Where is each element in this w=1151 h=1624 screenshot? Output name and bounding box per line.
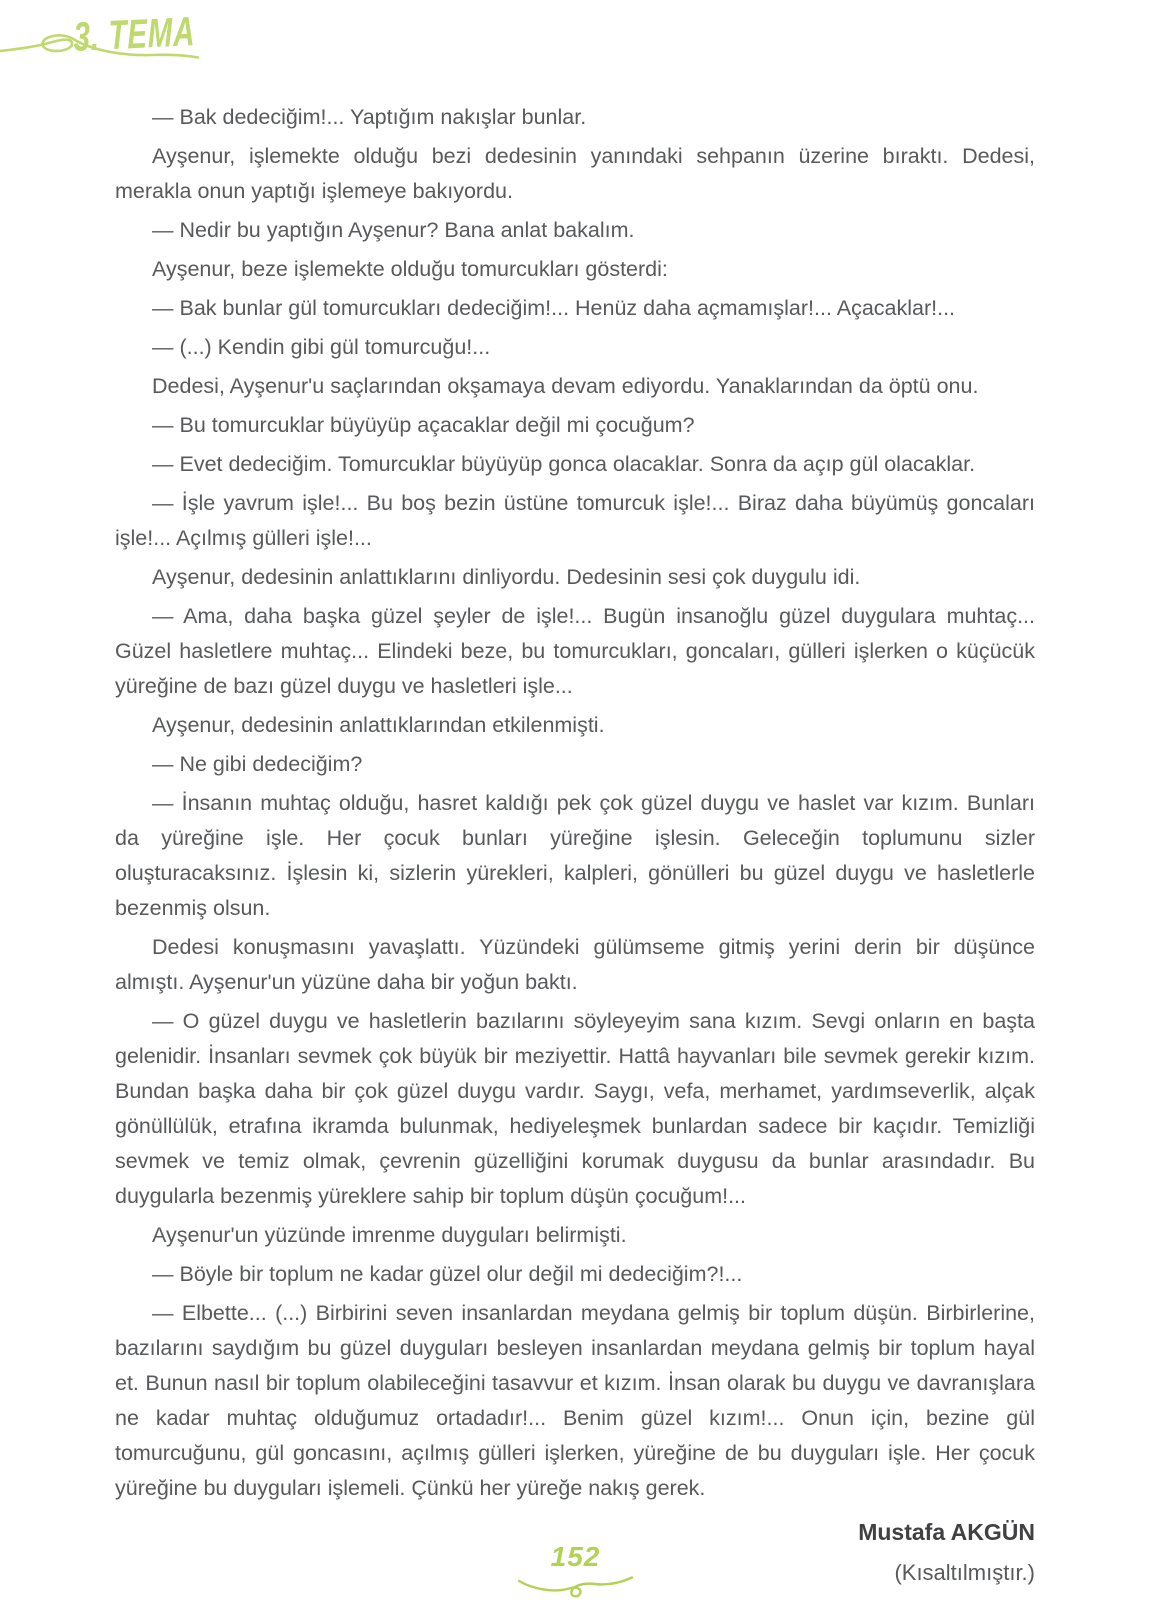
- tema-heading: 3. TEMA: [73, 8, 196, 60]
- paragraph: — Bak bunlar gül tomurcukları dedeciğim!... Henüz daha açmamışlar!... Açacaklar!...: [152, 296, 956, 320]
- paragraph: — Böyle bir toplum ne kadar güzel olur değil mi dedeciğim?!...: [152, 1262, 743, 1286]
- paragraph: Ayşenur'un yüzünde imrenme duyguları belirmişti.: [152, 1223, 627, 1247]
- paragraph: — Bak dedeciğim!... Yaptığım nakışlar bunlar.: [152, 105, 587, 129]
- paragraph: — Bu tomurcuklar büyüyüp açacaklar değil mi çocuğum?: [152, 413, 695, 437]
- paragraph: — Ne gibi dedeciğim?: [152, 752, 363, 776]
- paragraph: — O güzel duygu ve hasletlerin bazılarını söyleyeyim sana kızım. Sevgi onların en başta gelenidir. İnsanları sevmek çok büyük bir meziyettir. Hattâ hayvanları bile sevmek gerekir kızım. Bundan başka daha bir çok güzel duygu vardır. Saygı, vefa, merhamet, yardımseverlik, alçak gönüllülük, etrafına ikramda bulunmak, hediyeleşmek bunlardan sadece bir kaçıdır. Temizliği sevmek ve temiz olmak, çevrenin güzelliğini korumak duygusu da bunlar arasındadır. Bu duygularla bezenmiş yüreklere sahip bir toplum düşün çocuğum!...: [115, 1009, 1035, 1208]
- page-number: 152: [550, 1541, 601, 1572]
- paragraph: — Ama, daha başka güzel şeyler de işle!... Bugün insanoğlu güzel duygulara muhtaç... Güzel hasletlere muhtaç... Elindeki beze, bu tomurcukları, goncaları, gülleri işlerken o küçücük yüreğine de bazı güzel duygu ve hasletleri işle...: [115, 604, 1035, 698]
- paragraph: Ayşenur, işlemekte olduğu bezi dedesinin yanındaki sehpanın üzerine bıraktı. Dedesi, merakla onun yaptığı işlemeye bakıyordu.: [115, 144, 1035, 203]
- paragraph: — Nedir bu yaptığın Ayşenur? Bana anlat bakalım.: [152, 218, 635, 242]
- paragraph: Dedesi, Ayşenur'u saçlarından okşamaya devam ediyordu. Yanaklarından da öptü onu.: [152, 374, 979, 398]
- reading-text: [115, 100, 1035, 1590]
- paragraph: — Elbette... (...) Birbirini seven insanlardan meydana gelmiş bir toplum düşün. Birbirlerine, bazılarını saydığım bu güzel duyguları besleyen insanlardan meydana gelmiş bir toplum hayal et. Bunun nasıl bir toplum olabileceğini tasavvur et kızım. İnsan olarak bu duygu ve davranışlara ne kadar muhtaç olduğumuz ortadadır!... Benim güzel kızım!... Onun için, bezine gül tomurcuğunu, gül goncasını, açılmış gülleri işlerken, yüreğine de bu duyguları işle. Her çocuk yüreğine bu duyguları işlemeli. Çünkü her yüreğe nakış gerek.: [115, 1301, 1035, 1500]
- footer-swoosh-icon: [518, 1576, 634, 1600]
- paragraph: Dedesi konuşmasını yavaşlattı. Yüzündeki gülümseme gitmiş yerini derin bir düşünce almıştı. Ayşenur'un yüzüne daha bir yoğun baktı.: [115, 935, 1035, 994]
- source-note: (Kısaltılmıştır.): [894, 1560, 1035, 1585]
- paragraph: — Evet dedeciğim. Tomurcuklar büyüyüp gonca olacaklar. Sonra da açıp gül olacaklar.: [152, 452, 976, 476]
- paragraph: Ayşenur, dedesinin anlattıklarından etkilenmişti.: [152, 713, 605, 737]
- paragraph: Ayşenur, dedesinin anlattıklarını dinliyordu. Dedesinin sesi çok duygulu idi.: [152, 565, 861, 589]
- paragraph: Ayşenur, beze işlemekte olduğu tomurcukları gösterdi:: [152, 257, 668, 281]
- paragraph: — İnsanın muhtaç olduğu, hasret kaldığı pek çok güzel duygu ve haslet var kızım. Bunları da yüreğine işle. Her çocuk bunları yüreğine işlesin. Geleceğin toplumunu sizler oluşturacaksınız. İşlesin ki, sizlerin yürekleri, kalpleri, gönülleri bu güzel duygu ve hasletlerle bezenmiş olsun.: [115, 791, 1035, 920]
- paragraph: — (...) Kendin gibi gül tomurcuğu!...: [152, 335, 491, 359]
- article-paragraphs: [115, 100, 1035, 1506]
- paragraph: — İşle yavrum işle!... Bu boş bezin üstüne tomurcuk işle!... Biraz daha büyümüş goncaları işle!... Açılmış gülleri işle!...: [115, 491, 1035, 550]
- author-name: Mustafa AKGÜN: [858, 1519, 1035, 1545]
